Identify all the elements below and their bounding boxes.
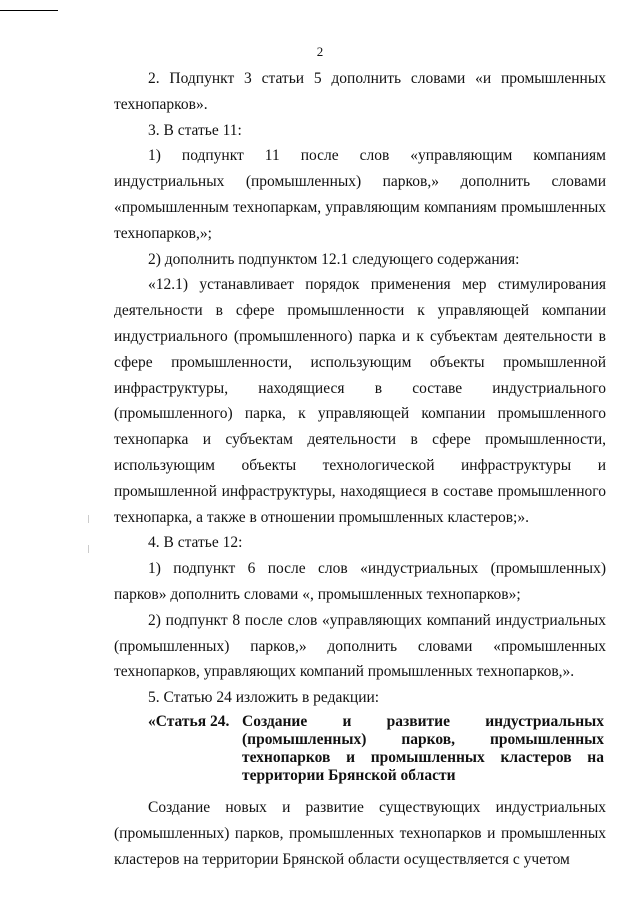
margin-mark: [88, 545, 89, 553]
paragraph: 2. Подпункт 3 статьи 5 дополнить словами «и промышленных технопарков».: [114, 70, 606, 113]
paragraph: 3. В статье 11:: [148, 121, 242, 139]
paragraph: 2) подпункт 8 после слов «управляющих компаний индустриальных (промышленных) парков,» дополнить словами «промышленных технопарков, управляющих компаний промышленных технопарков,».: [114, 611, 606, 681]
article-label: «Статья 24.: [148, 712, 230, 730]
paragraph: 5. Статью 24 изложить в редакции:: [148, 689, 380, 707]
paragraph: «12.1) устанавливает порядок применения мер стимулирования деятельности в сфере промышленности к управляющей компании индустриального (промышленного) парка и к субъектам деятельности в сфере промышленности, использующим объекты промышленной инфраструктуры, находящиеся в составе индустриального (промышленного) парка, к управляющей компании промышленного технопарка и субъектам деятельности в сфере промышленности, использующим объекты технологической инфраструктуры и промышленной инфраструктуры, находящиеся в составе промышленного технопарка, а также в отношении промышленных кластеров;».: [114, 276, 606, 526]
paragraph: 4. В статье 12:: [148, 534, 243, 552]
document-body: [114, 66, 606, 872]
paragraph: 1) подпункт 6 после слов «индустриальных (промышленных) парков» дополнить словами «, промышленных технопарков»;: [114, 560, 606, 603]
top-rule: [0, 10, 58, 11]
article-heading: [114, 713, 606, 789]
paragraph: 1) подпункт 11 после слов «управляющим компаниям индустриальных (промышленных) парков,» дополнить словами «промышленным технопаркам, управляющим компаниям промышленных технопарков,»;: [114, 147, 606, 242]
paragraph: Создание новых и развитие существующих индустриальных (промышленных) парков, промышленных технопарков и промышленных кластеров на территории Брянской области осуществляется с учетом: [114, 798, 606, 868]
margin-mark: [88, 515, 89, 523]
page-number: 2: [316, 44, 324, 59]
article-title: Создание и развитие индустриальных (промышленных) парков, промышленных технопарков и промышленных кластеров на территории Брянской области: [242, 712, 604, 784]
paragraph: 2) дополнить подпунктом 12.1 следующего содержания:: [148, 250, 520, 268]
